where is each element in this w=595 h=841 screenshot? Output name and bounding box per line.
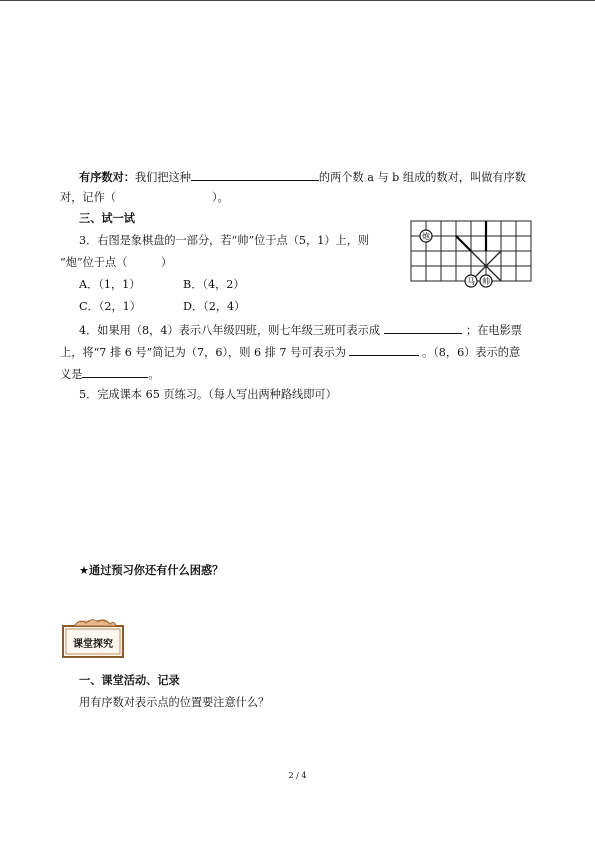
chess-piece-shuai — [480, 275, 492, 287]
q3-option-b[interactable]: B．（4，2） — [183, 278, 245, 291]
page-number: 2 / 4 — [288, 771, 307, 780]
badge-label: 课堂探究 — [73, 639, 113, 650]
q3-option-d[interactable]: D．（2，4） — [183, 300, 246, 313]
svg-text:马: 马 — [467, 277, 475, 286]
q3-option-a[interactable]: A．（1，1） — [79, 278, 141, 291]
svg-text:帅: 帅 — [482, 277, 490, 286]
class-section-heading: 一、课堂活动、记录 — [79, 674, 180, 687]
class-section-question: 用有序数对表示点的位置要注意什么？ — [79, 696, 270, 709]
q3-line-1: 3．右图是象棋盘的一部分，若“帅”位于点（5，1）上，则 — [79, 234, 370, 247]
answer-blank[interactable] — [82, 366, 148, 378]
chessboard-figure — [409, 217, 533, 289]
ordered-pair-line-1: 有序数对：我们把这种 的两个数 a 与 b 组成的数对，叫做有序数 — [79, 171, 526, 184]
svg-text:炮: 炮 — [422, 232, 430, 241]
answer-blank[interactable] — [384, 322, 462, 334]
section3-heading: 三、试一试 — [79, 212, 135, 225]
q3-line-2: “炮”位于点（ ） — [60, 256, 173, 269]
answer-blank[interactable] — [349, 344, 419, 356]
chess-piece-pao — [420, 230, 432, 242]
q4-line-2: 上，将“7 排 6 号”简记为（7，6），则 6 排 7 号可表示为 。（8，6）表示的意 — [60, 346, 521, 359]
q4-line-1: 4．如果用（8，4）表示八年级四班，则七年级三班可表示成 ；在电影票 — [79, 324, 522, 337]
q3-option-c[interactable]: C．（2，1） — [79, 300, 141, 313]
q5-line: 5．完成课本 65 页练习。（每人写出两种路线即可） — [79, 388, 337, 401]
ordered-pair-line-2: 对，记作（ ）。 — [60, 191, 229, 204]
q4-line-3: 义是 。 — [60, 368, 160, 381]
ordered-pair-term: 有序数对： — [79, 171, 135, 184]
answer-blank[interactable] — [191, 169, 319, 181]
page-top-border — [0, 0, 595, 1]
chess-piece-ma — [465, 275, 477, 287]
class-exploration-badge — [62, 616, 124, 658]
doubt-prompt: ★通过预习你还有什么困惑？ — [79, 564, 224, 577]
